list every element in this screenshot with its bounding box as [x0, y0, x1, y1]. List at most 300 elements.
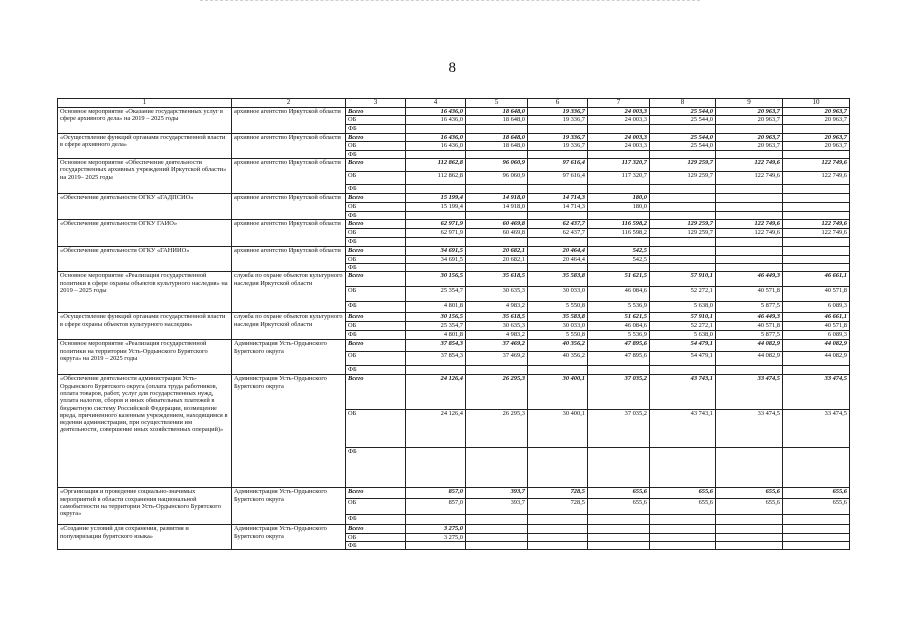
activity-name: Основное мероприятие «Обеспечение деятельности государственных архивных учреждений Иркутской области» на 2019– 2025 годы — [58, 159, 232, 194]
column-number-row — [58, 99, 850, 108]
amount-cell — [716, 150, 783, 158]
amount-cell: 122 749,6 — [783, 159, 850, 172]
amount-cell: 18 648,0 — [466, 141, 528, 150]
amount-cell — [783, 238, 850, 246]
amount-cell: 19 336,7 — [528, 108, 588, 116]
column-number: 9 — [716, 99, 783, 108]
amount-cell: 30 156,5 — [406, 272, 466, 287]
amount-cell: 122 749,6 — [716, 229, 783, 238]
amount-cell: 96 060,9 — [466, 172, 528, 185]
amount-cell: 20 963,7 — [783, 133, 850, 141]
amount-cell — [528, 525, 588, 533]
page-number: 8 — [448, 60, 457, 76]
amount-cell — [716, 194, 783, 203]
amount-cell: 4 983,2 — [466, 302, 528, 313]
amount-cell — [716, 515, 783, 525]
amount-cell — [783, 194, 850, 203]
funding-source: ОБ — [346, 172, 406, 185]
amount-cell: 20 464,4 — [528, 255, 588, 263]
amount-cell: 6 089,3 — [783, 302, 850, 313]
amount-cell: 16 436,0 — [406, 116, 466, 125]
funding-source: ОБ — [346, 141, 406, 150]
amount-cell: 30 635,3 — [466, 322, 528, 331]
amount-cell: 46 084,6 — [588, 287, 650, 302]
amount-cell — [588, 150, 650, 158]
amount-cell: 655,6 — [716, 488, 783, 499]
activity-name: «Организация и проведение социально-значимых мероприятий в области сохранения национальной самобытности на территории Усть-Ордынского Бурятского округа» — [58, 488, 232, 525]
funding-source: Всего — [346, 220, 406, 229]
amount-cell: 37 469,2 — [466, 352, 528, 366]
amount-cell: 655,6 — [650, 488, 716, 499]
amount-cell: 116 598,2 — [588, 229, 650, 238]
amount-cell: 97 616,4 — [528, 159, 588, 172]
activity-name: «Создание условий для сохранения, развития и популяризации бурятского языка» — [58, 525, 232, 550]
amount-cell — [588, 515, 650, 525]
executor: Администрация Усть-Ордынского Бурятского округа — [232, 525, 346, 550]
funding-source: ОБ — [346, 322, 406, 331]
amount-cell: 393,7 — [466, 499, 528, 515]
amount-cell: 122 749,6 — [783, 172, 850, 185]
funding-source: Всего — [346, 340, 406, 352]
amount-cell: 62 437,7 — [528, 229, 588, 238]
amount-cell: 20 682,1 — [466, 246, 528, 255]
amount-cell: 5 877,5 — [716, 331, 783, 340]
amount-cell: 25 354,7 — [406, 322, 466, 331]
column-number: 10 — [783, 99, 850, 108]
amount-cell: 5 638,0 — [650, 302, 716, 313]
amount-cell: 24 126,4 — [406, 410, 466, 448]
amount-cell: 14 714,3 — [528, 203, 588, 212]
amount-cell: 37 854,3 — [406, 352, 466, 366]
amount-cell: 60 469,8 — [466, 220, 528, 229]
amount-cell: 16 436,0 — [406, 133, 466, 141]
amount-cell — [406, 185, 466, 194]
funding-source: Всего — [346, 159, 406, 172]
amount-cell — [528, 448, 588, 488]
amount-cell: 129 259,7 — [650, 229, 716, 238]
amount-cell — [528, 212, 588, 220]
amount-cell: 18 648,0 — [466, 116, 528, 125]
amount-cell — [716, 264, 783, 272]
amount-cell — [528, 264, 588, 272]
amount-cell — [466, 515, 528, 525]
amount-cell: 30 635,3 — [466, 287, 528, 302]
amount-cell: 655,6 — [783, 499, 850, 515]
executor: Администрация Усть-Ордынского Бурятского округа — [232, 375, 346, 488]
amount-cell — [588, 125, 650, 133]
amount-cell: 54 479,1 — [650, 340, 716, 352]
funding-source: ФБ — [346, 212, 406, 220]
executor: архивное агентство Иркутской области — [232, 194, 346, 220]
amount-cell — [650, 533, 716, 541]
funding-source: ФБ — [346, 150, 406, 158]
activity-name: Основное мероприятие «Реализация государственной политики на территории Усть-Ордынского Бурятского округа» на 2019 – 2025 годы — [58, 340, 232, 375]
amount-cell — [466, 541, 528, 549]
amount-cell: 129 259,7 — [650, 220, 716, 229]
amount-cell: 25 354,7 — [406, 287, 466, 302]
amount-cell: 14 714,3 — [528, 194, 588, 203]
amount-cell: 20 963,7 — [716, 108, 783, 116]
amount-cell — [466, 525, 528, 533]
amount-cell: 47 895,6 — [588, 340, 650, 352]
amount-cell — [466, 366, 528, 375]
executor: архивное агентство Иркутской области — [232, 246, 346, 272]
executor: служба по охране объектов культурного наследия Иркутской области — [232, 272, 346, 313]
amount-cell: 20 963,7 — [716, 116, 783, 125]
amount-cell: 122 749,6 — [783, 229, 850, 238]
amount-cell — [783, 125, 850, 133]
amount-cell: 122 749,6 — [716, 172, 783, 185]
amount-cell: 46 661,1 — [783, 272, 850, 287]
amount-cell: 34 691,5 — [406, 255, 466, 263]
amount-cell — [588, 212, 650, 220]
amount-cell: 5 550,8 — [528, 302, 588, 313]
amount-cell: 26 295,3 — [466, 410, 528, 448]
amount-cell: 57 910,1 — [650, 313, 716, 322]
activity-name: «Осуществление функций органами государственной власти в сфере архивного дела» — [58, 133, 232, 159]
amount-cell: 18 648,0 — [466, 108, 528, 116]
amount-cell: 33 474,5 — [716, 375, 783, 410]
funding-source: Всего — [346, 488, 406, 499]
amount-cell — [406, 515, 466, 525]
amount-cell: 30 156,5 — [406, 313, 466, 322]
column-number: 6 — [528, 99, 588, 108]
activity-name: Основное мероприятие «Реализация государственной политики в сфере охраны объектов культурного наследия» на 2019 – 2025 годы — [58, 272, 232, 313]
amount-cell: 37 035,2 — [588, 375, 650, 410]
amount-cell — [783, 212, 850, 220]
funding-source: ОБ — [346, 287, 406, 302]
amount-cell: 5 550,8 — [528, 331, 588, 340]
amount-cell: 122 749,6 — [716, 159, 783, 172]
amount-cell: 46 449,3 — [716, 313, 783, 322]
amount-cell: 24 003,3 — [588, 141, 650, 150]
funding-source: ОБ — [346, 116, 406, 125]
amount-cell: 20 963,7 — [783, 141, 850, 150]
amount-cell — [528, 541, 588, 549]
activity-name: «Осуществление функций органами государственной власти в сфере охраны объектов культурного наследия» — [58, 313, 232, 340]
amount-cell: 30 033,0 — [528, 287, 588, 302]
amount-cell: 857,0 — [406, 488, 466, 499]
amount-cell — [650, 515, 716, 525]
amount-cell — [783, 150, 850, 158]
amount-cell: 20 963,7 — [783, 108, 850, 116]
amount-cell: 14 918,0 — [466, 194, 528, 203]
amount-cell — [650, 150, 716, 158]
amount-cell: 46 084,6 — [588, 322, 650, 331]
activity-name: «Обеспечение деятельности ОГКУ «ГАНИИО» — [58, 246, 232, 272]
amount-cell: 97 616,4 — [528, 172, 588, 185]
amount-cell — [588, 448, 650, 488]
amount-cell: 4 801,8 — [406, 302, 466, 313]
funding-source: ФБ — [346, 331, 406, 340]
funding-source: ОБ — [346, 352, 406, 366]
column-number: 4 — [406, 99, 466, 108]
amount-cell: 25 544,0 — [650, 108, 716, 116]
funding-source: ФБ — [346, 264, 406, 272]
column-number: 2 — [232, 99, 346, 108]
executor: архивное агентство Иркутской области — [232, 133, 346, 159]
amount-cell — [783, 185, 850, 194]
amount-cell: 51 621,5 — [588, 313, 650, 322]
amount-cell: 54 479,1 — [650, 352, 716, 366]
amount-cell: 35 618,5 — [466, 272, 528, 287]
amount-cell: 20 963,7 — [716, 133, 783, 141]
executor: Администрация Усть-Ордынского Бурятского округа — [232, 340, 346, 375]
funding-source: Всего — [346, 313, 406, 322]
funding-source: Всего — [346, 525, 406, 533]
amount-cell: 40 356,2 — [528, 340, 588, 352]
funding-source: Всего — [346, 194, 406, 203]
amount-cell — [716, 203, 783, 212]
amount-cell: 117 320,7 — [588, 159, 650, 172]
funding-source: ОБ — [346, 255, 406, 263]
amount-cell: 655,6 — [588, 499, 650, 515]
amount-cell: 112 862,8 — [406, 159, 466, 172]
amount-cell: 60 469,8 — [466, 229, 528, 238]
funding-source: ФБ — [346, 515, 406, 525]
amount-cell: 5 536,9 — [588, 331, 650, 340]
scan-edge-artifact — [200, 0, 700, 5]
amount-cell: 4 983,2 — [466, 331, 528, 340]
amount-cell — [466, 125, 528, 133]
amount-cell: 117 320,7 — [588, 172, 650, 185]
amount-cell: 25 544,0 — [650, 116, 716, 125]
amount-cell: 728,5 — [528, 488, 588, 499]
amount-cell: 40 571,8 — [716, 322, 783, 331]
amount-cell — [650, 264, 716, 272]
funding-source: ФБ — [346, 302, 406, 313]
column-number: 5 — [466, 99, 528, 108]
amount-cell — [716, 255, 783, 263]
amount-cell: 25 544,0 — [650, 141, 716, 150]
amount-cell — [716, 185, 783, 194]
amount-cell: 16 436,0 — [406, 108, 466, 116]
amount-cell — [783, 525, 850, 533]
activity-row-total — [58, 108, 850, 116]
amount-cell: 33 474,5 — [783, 375, 850, 410]
amount-cell — [588, 541, 650, 549]
amount-cell — [783, 541, 850, 549]
amount-cell: 180,0 — [588, 194, 650, 203]
amount-cell: 542,5 — [588, 246, 650, 255]
amount-cell — [650, 246, 716, 255]
amount-cell — [466, 212, 528, 220]
amount-cell: 19 336,7 — [528, 141, 588, 150]
amount-cell — [783, 246, 850, 255]
activity-row-total — [58, 488, 850, 499]
amount-cell: 655,6 — [716, 499, 783, 515]
amount-cell: 20 963,7 — [783, 116, 850, 125]
executor: архивное агентство Иркутской области — [232, 220, 346, 246]
amount-cell: 18 648,0 — [466, 133, 528, 141]
funding-source: Всего — [346, 246, 406, 255]
amount-cell — [406, 238, 466, 246]
activity-row-total — [58, 272, 850, 287]
amount-cell: 393,7 — [466, 488, 528, 499]
amount-cell: 62 971,9 — [406, 229, 466, 238]
amount-cell — [650, 203, 716, 212]
amount-cell — [783, 515, 850, 525]
amount-cell: 655,6 — [588, 488, 650, 499]
amount-cell: 24 126,4 — [406, 375, 466, 410]
amount-cell: 57 910,1 — [650, 272, 716, 287]
amount-cell — [528, 238, 588, 246]
column-number: 8 — [650, 99, 716, 108]
amount-cell — [466, 264, 528, 272]
amount-cell: 14 918,0 — [466, 203, 528, 212]
amount-cell: 30 033,0 — [528, 322, 588, 331]
amount-cell: 40 571,8 — [716, 287, 783, 302]
amount-cell: 47 895,6 — [588, 352, 650, 366]
amount-cell: 35 583,8 — [528, 313, 588, 322]
amount-cell: 33 474,5 — [783, 410, 850, 448]
amount-cell — [783, 203, 850, 212]
column-number: 3 — [346, 99, 406, 108]
amount-cell — [406, 150, 466, 158]
funding-source: ФБ — [346, 238, 406, 246]
amount-cell: 19 336,7 — [528, 133, 588, 141]
amount-cell: 4 801,8 — [406, 331, 466, 340]
amount-cell — [406, 264, 466, 272]
amount-cell — [783, 366, 850, 375]
funding-source: ОБ — [346, 229, 406, 238]
amount-cell: 52 272,1 — [650, 322, 716, 331]
amount-cell: 33 474,5 — [716, 410, 783, 448]
activity-name: «Обеспечение деятельности ОГКУ ГАИО» — [58, 220, 232, 246]
amount-cell: 20 682,1 — [466, 255, 528, 263]
funding-source: Всего — [346, 108, 406, 116]
amount-cell: 20 464,4 — [528, 246, 588, 255]
amount-cell: 62 971,9 — [406, 220, 466, 229]
funding-source: ФБ — [346, 185, 406, 194]
amount-cell — [716, 212, 783, 220]
amount-cell: 44 082,9 — [783, 352, 850, 366]
amount-cell — [528, 150, 588, 158]
amount-cell: 655,6 — [650, 499, 716, 515]
amount-cell: 180,0 — [588, 203, 650, 212]
amount-cell — [650, 125, 716, 133]
amount-cell — [466, 448, 528, 488]
amount-cell: 37 854,3 — [406, 340, 466, 352]
amount-cell — [406, 125, 466, 133]
amount-cell — [406, 448, 466, 488]
activity-name: «Обеспечение деятельности администрации Усть-Ордынского Бурятского округа (оплата труда работников, оплата товаров, работ, услуг для государственных нужд, уплата налогов, сборов и иных обязательных платежей в бюджетную систему Российской Федерации, возмещение вреда, причиненного казенным учреждением, находящимся в ведении администрации, при осуществлении им деятельности, совершение иных хозяйственных операций)» — [58, 375, 232, 488]
activity-row-total — [58, 246, 850, 255]
amount-cell — [716, 533, 783, 541]
amount-cell — [650, 448, 716, 488]
amount-cell: 728,5 — [528, 499, 588, 515]
activity-row-total — [58, 340, 850, 352]
amount-cell — [588, 185, 650, 194]
amount-cell: 26 295,3 — [466, 375, 528, 410]
amount-cell: 40 571,8 — [783, 287, 850, 302]
executor: служба по охране объектов культурного наследия Иркутской области — [232, 313, 346, 340]
amount-cell — [406, 366, 466, 375]
amount-cell: 5 638,0 — [650, 331, 716, 340]
amount-cell — [588, 238, 650, 246]
amount-cell — [716, 246, 783, 255]
amount-cell — [650, 525, 716, 533]
activity-row-total — [58, 220, 850, 229]
amount-cell — [716, 125, 783, 133]
amount-cell — [528, 125, 588, 133]
amount-cell — [650, 194, 716, 203]
amount-cell: 43 743,1 — [650, 375, 716, 410]
executor: Администрация Усть-Ордынского Бурятского округа — [232, 488, 346, 525]
activity-row-total — [58, 133, 850, 141]
funding-source: ФБ — [346, 448, 406, 488]
amount-cell — [650, 366, 716, 375]
funding-source: ОБ — [346, 533, 406, 541]
amount-cell: 44 082,9 — [783, 340, 850, 352]
amount-cell: 40 356,2 — [528, 352, 588, 366]
amount-cell: 30 400,1 — [528, 410, 588, 448]
activity-row-total — [58, 313, 850, 322]
amount-cell — [783, 533, 850, 541]
amount-cell: 6 089,3 — [783, 331, 850, 340]
amount-cell: 542,5 — [588, 255, 650, 263]
amount-cell: 24 003,3 — [588, 108, 650, 116]
amount-cell: 62 437,7 — [528, 220, 588, 229]
activity-row-total — [58, 194, 850, 203]
amount-cell — [650, 185, 716, 194]
executor: архивное агентство Иркутской области — [232, 159, 346, 194]
funding-source: ОБ — [346, 410, 406, 448]
amount-cell: 20 963,7 — [716, 141, 783, 150]
amount-cell: 116 598,2 — [588, 220, 650, 229]
funding-source: ОБ — [346, 203, 406, 212]
amount-cell — [528, 515, 588, 525]
funding-source: ФБ — [346, 366, 406, 375]
amount-cell: 34 691,5 — [406, 246, 466, 255]
amount-cell: 52 272,1 — [650, 287, 716, 302]
funding-source: Всего — [346, 133, 406, 141]
amount-cell: 25 544,0 — [650, 133, 716, 141]
amount-cell: 655,6 — [783, 488, 850, 499]
amount-cell: 24 003,3 — [588, 133, 650, 141]
activity-row-total — [58, 159, 850, 172]
amount-cell: 30 400,1 — [528, 375, 588, 410]
amount-cell: 122 749,6 — [783, 220, 850, 229]
amount-cell: 16 436,0 — [406, 141, 466, 150]
amount-cell: 5 536,9 — [588, 302, 650, 313]
funding-source: ФБ — [346, 541, 406, 549]
amount-cell: 24 003,3 — [588, 116, 650, 125]
amount-cell — [588, 264, 650, 272]
amount-cell: 35 618,5 — [466, 313, 528, 322]
amount-cell: 44 082,9 — [716, 352, 783, 366]
amount-cell — [588, 366, 650, 375]
amount-cell: 37 469,2 — [466, 340, 528, 352]
amount-cell — [650, 238, 716, 246]
amount-cell — [528, 366, 588, 375]
activity-name: Основное мероприятие «Оказание государственных услуг в сфере архивного дела» на 2019 – 2025 годы — [58, 108, 232, 134]
amount-cell — [588, 533, 650, 541]
amount-cell: 857,0 — [406, 499, 466, 515]
amount-cell — [716, 366, 783, 375]
amount-cell — [528, 185, 588, 194]
amount-cell — [406, 212, 466, 220]
amount-cell — [783, 255, 850, 263]
amount-cell — [466, 238, 528, 246]
amount-cell: 15 199,4 — [406, 203, 466, 212]
amount-cell: 46 661,1 — [783, 313, 850, 322]
activity-row-total — [58, 525, 850, 533]
amount-cell — [406, 541, 466, 549]
budget-table — [57, 98, 850, 550]
amount-cell: 5 877,5 — [716, 302, 783, 313]
amount-cell: 96 060,9 — [466, 159, 528, 172]
